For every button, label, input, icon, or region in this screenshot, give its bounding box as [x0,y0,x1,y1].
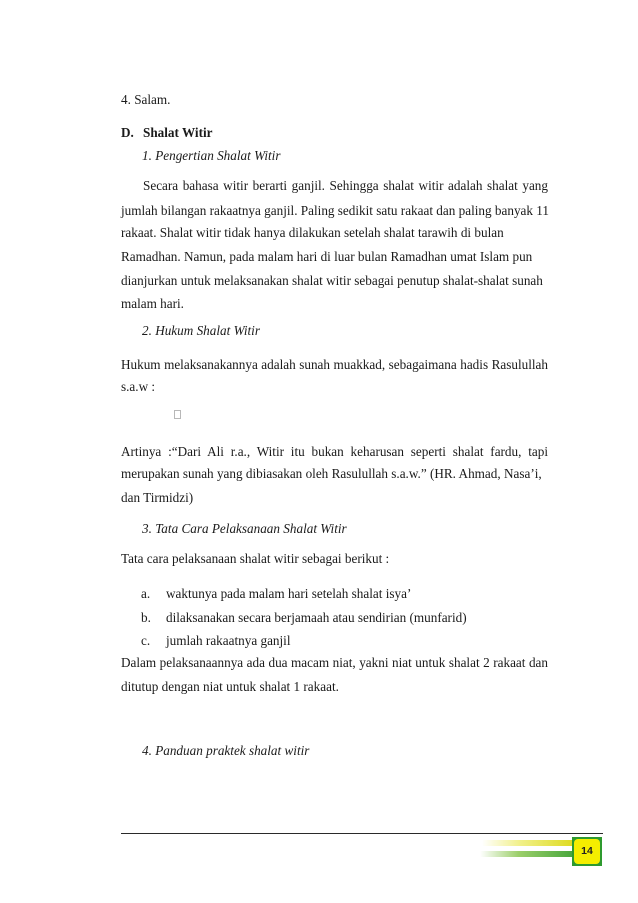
list-item-salam: 4. Salam. [121,92,171,107]
list-marker: b. [141,610,151,625]
paragraph-line: dan Tirmidzi) [121,490,194,505]
paragraph-line: s.a.w : [121,379,156,394]
paragraph-line: Secara bahasa witir berarti ganjil. Sehingga shalat witir adalah shalat yang [143,178,548,193]
section-d-title: Shalat Witir [143,125,213,140]
footer-rule [121,833,603,834]
paragraph-line: Artinya :“Dari Ali r.a., Witir itu bukan keharusan seperti shalat fardu, tapi [121,444,548,459]
paragraph-line: Tata cara pelaksanaan shalat witir sebagai berikut : [121,551,390,566]
page-number: 14 [574,839,600,864]
heading-pengertian: 1. Pengertian Shalat Witir [142,148,281,163]
paragraph-line: jumlah bilangan rakaatnya ganjil. Paling sedikit satu rakaat dan paling banyak 11 [121,203,549,218]
paragraph-line: dianjurkan untuk melaksanakan shalat witir sebagai penutup shalat-shalat sunah [121,273,543,288]
paragraph-line: Hukum melaksanakannya adalah sunah muakkad, sebagaimana hadis Rasulullah [121,357,548,372]
paragraph-line: malam hari. [121,296,184,311]
paragraph-line: Ramadhan. Namun, pada malam hari di luar bulan Ramadhan umat Islam pun [121,249,533,264]
section-d-label: D. [121,125,134,140]
heading-hukum: 2. Hukum Shalat Witir [142,323,260,338]
paragraph-line: rakaat. Shalat witir tidak hanya dilakukan setelah shalat tarawih di bulan [121,225,504,240]
list-item: waktunya pada malam hari setelah shalat isya’ [166,586,412,601]
heading-panduan: 4. Panduan praktek shalat witir [142,743,310,758]
heading-tata-cara: 3. Tata Cara Pelaksanaan Shalat Witir [142,521,347,536]
list-marker: c. [141,633,151,648]
paragraph-line: Dalam pelaksanaannya ada dua macam niat, yakni niat untuk shalat 2 rakaat dan [121,655,548,670]
missing-glyph-box [174,410,181,419]
list-item: dilaksanakan secara berjamaah atau sendirian (munfarid) [166,610,467,625]
paragraph-line: merupakan sunah yang dibiasakan oleh Rasulullah s.a.w.” (HR. Ahmad, Nasa’i, [121,466,542,481]
list-item: jumlah rakaatnya ganjil [166,633,291,648]
list-marker: a. [141,586,151,601]
paragraph-line: ditutup dengan niat untuk shalat 1 rakaat. [121,679,339,694]
